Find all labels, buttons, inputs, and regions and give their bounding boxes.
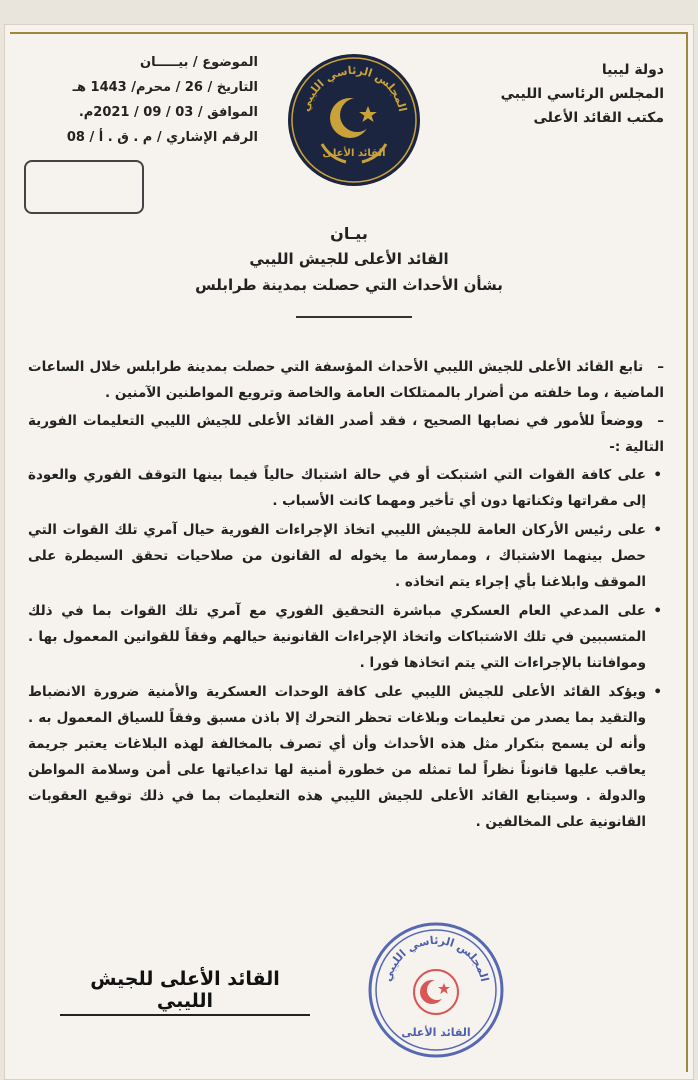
- sender-header: [494, 58, 664, 130]
- council-name: المجلس الرئاسي الليبي: [500, 86, 664, 102]
- list-item: • على المدعي العام العسكري مباشرة التحقيق الفوري مع آمري تلك القوات بما في ذلك المتسببين في تلك الاشتباكات واتخاذ الإجراءات القانونية حيالهم وفقاً للقوانين المعمول بها . وموافاتنا بالإجراءات التي يتم اتخاذها فورا .: [28, 598, 646, 676]
- title-issuer: القائد الأعلى للجيش الليبي: [249, 250, 449, 268]
- document-meta: [28, 50, 258, 150]
- list-item: • على رئيس الأركان العامة للجيش الليبي اتخاذ الإجراءات الفورية حيال آمري تلك القوات التي حصل بينهما الاشتباك ، وممارسة ما يخوله له القانون من صلاحيات تحقق السيطرة على الموقف وابلاغنا بأي إجراء يتم اتخاذه .: [28, 517, 646, 595]
- title-divider: [296, 316, 412, 318]
- svg-text:المجلس الرئاسي الليبي: المجلس الرئاسي الليبي: [298, 63, 410, 113]
- title-subject: بشأن الأحداث التي حصلت بمدينة طرابلس: [195, 276, 503, 294]
- svg-text:القائد الأعلى: القائد الأعلى: [401, 1026, 471, 1039]
- instruction-list: [28, 462, 664, 835]
- list-item: • ويؤكد القائد الأعلى للجيش الليبي على كافة الوحدات العسكرية والأمنية ضرورة الانضباط والتقيد بما يصدر من تعليمات وبلاغات تحظر التحرك إلا باذن مسبق وفقاً للسياق المعمول به . وأنه لن يسمح بتكرار مثل هذه الأحداث وأن أي تصرف بالمخالفة لهذه البلاغات يعتبر جريمة يعاقب عليها قانوناً نظراً لما تمثله من خطورة أمنية لها تداعياتها على أمن وسلامة المواطن والدولة . وسيتابع القائد الأعلى للجيش الليبي هذه التعليمات بما في ذلك توقيع العقوبات القانونية على المخالفين .: [28, 679, 646, 835]
- presidential-council-emblem: [286, 52, 422, 188]
- svg-text:القائد الأعلى: القائد الأعلى: [322, 148, 386, 159]
- hijri-date-line: التاريخ / 26 / محرم/ 1443 هـ: [72, 80, 258, 95]
- title-statement: بيـان: [330, 224, 368, 243]
- statement-body: [28, 354, 664, 838]
- signature-title: القائد الأعلى للجيش الليبي: [60, 968, 310, 1016]
- reference-line: الرقم الإشاري / م . ق . أ / 08: [66, 130, 258, 145]
- official-seal: [366, 920, 506, 1060]
- paragraph-intro: –تابع القائد الأعلى للجيش الليبي الأحداث المؤسفة التي حصلت بمدينة طرابلس خلال الساعات الماضية ، وما خلفته من أضرار بالممتلكات العامة والخاصة وترويع المواطنين الآمنين .: [28, 359, 664, 401]
- subject-line: الموضوع / بيـــــان: [140, 55, 258, 70]
- document-page: [4, 24, 694, 1080]
- stamp-box: [24, 160, 144, 214]
- office-name: مكتب القائد الأعلى: [533, 110, 664, 126]
- svg-text:المجلس الرئاسي الليبي: المجلس الرئاسي الليبي: [380, 933, 492, 983]
- statement-title: [4, 222, 694, 298]
- gregorian-date-line: الموافق / 03 / 09 / 2021م.: [78, 105, 258, 120]
- paragraph-instructions: –ووضعاً للأمور في نصابها الصحيح ، فقد أصدر القائد الأعلى للجيش الليبي التعليمات الفورية التالية :-: [28, 413, 664, 455]
- state-name: دولة ليبيا: [601, 62, 664, 78]
- list-item: • على كافة القوات التي اشتبكت أو في حالة اشتباك حالياً فيما بينها التوقف الفوري والعودة إلى مقراتها وثكناتها دون أي تأخير ومهما كانت الأسباب .: [28, 462, 646, 514]
